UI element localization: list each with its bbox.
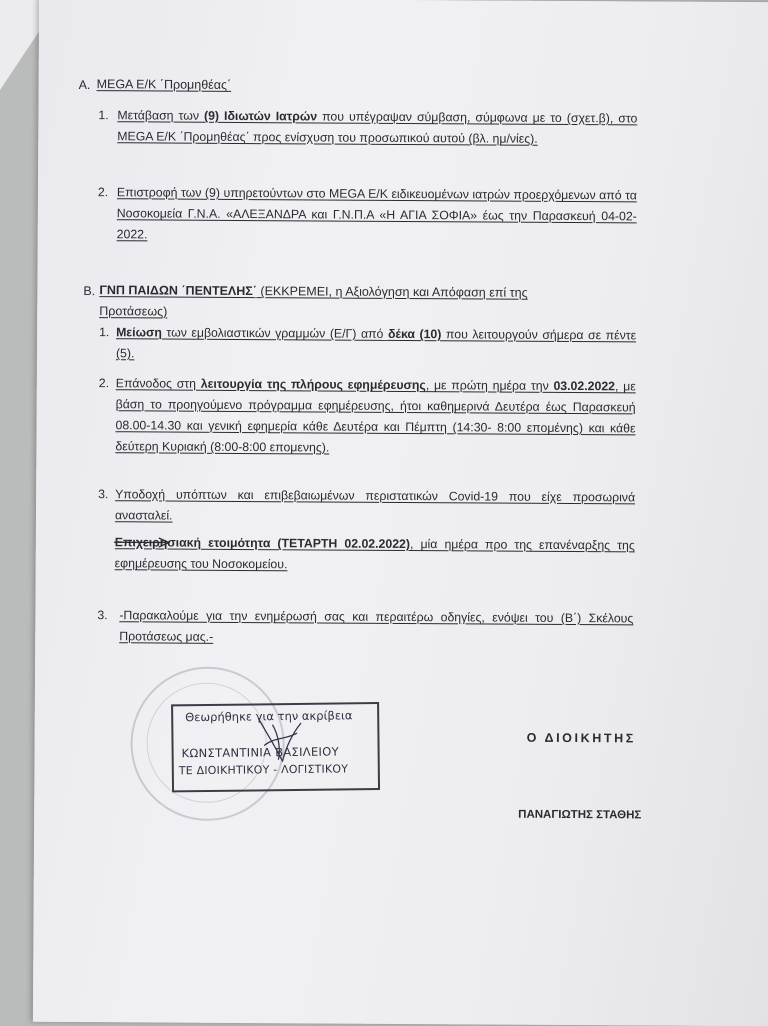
item-text-bold: δέκα (10) [388,327,442,341]
section-a-item-1-number: 1. [98,105,108,126]
item-text-bold: Επιχειρησιακή ετοιμότητα (ΤΕΤΑΡΤΗ 02.02.2022) [115,535,410,551]
director-name: ΠΑΝΑΓΙΩΤΗΣ ΣΤΑΘΗΣ [518,809,641,822]
section-b-letter: B. [83,284,95,298]
closing-number: 3. [97,605,107,626]
item-text-bold: λειτουργία της πλήρους εφημέρευσης [201,377,426,392]
item-text-bold: 03.02.2022 [553,379,615,393]
section-b-item-1-number: 1. [99,322,109,343]
document-page [33,0,768,1026]
item-text: , με βάση το προηγούμενο πρόγραμμα εφημέρευσης, ήτοι καθημερινά Δευτέρα έως Παρασκευή 08.00-14.30 και γενική εφημερία κάθε Δευτέρα και Πέμπτη (14:30- 8:00 επομένης) και κάθε δεύτερη Κυριακή (8:00-8:00 επομενης). [115,379,635,454]
item-text: , με πρώτη ημέρα την [426,378,554,393]
section-b-title-bold: ΓΝΠ ΠΑΙΔΩΝ ΄ΠΕΝΤΕΛΗΣ΄ [99,283,257,298]
section-a-item-2-number: 2. [98,182,108,203]
stamp-certified-text: Θεωρήθηκε για την ακρίβεια [185,708,352,724]
section-a-item-2 [117,182,637,248]
item-text: που λειτουργούν σήμερα σε πέντε (5). [116,327,636,360]
item-text: Επιστροφή των (9) υπηρετούντων στο MEGA E/K ειδικευομένων ιατρών προερχόμενων από τα Νοσοκομεία Γ.Ν.Α. «ΑΛΕΞΑΝΔΡΑ και Γ.Ν.Π.Α «Η ΑΓΙΑ ΣΟΦΙΑ» έως την Παρασκευή 04-02-2022. [117,185,637,241]
item-text: που υπέγραψαν σύμβαση, σύμφωνα με το (σχετ.β), στο MEGA E/K ΄Προμηθέας΄ προς ενίσχυση του προσωπικού αυτού (βλ. ημ/νίες). [117,109,637,145]
section-b-item-3 [115,484,635,529]
section-b-readiness [115,532,635,577]
section-a-letter: A. [79,78,91,92]
stamp-officer-department: ΤΕ ΔΙΟΙΚΗΤΙΚΟΥ - ΛΟΓΙΣΤΙΚΟΥ [179,762,348,777]
director-title: Ο ΔΙΟΙΚΗΤΗΣ [527,731,636,746]
item-text: , μία ημέρα προ της επανέναρξης της εφημέρευσης του Νοσοκομείου. [115,537,635,571]
item-text: Επάνοδος στη [116,376,201,391]
item-text: Μετάβαση των [117,108,204,123]
section-b-title-rest: (ΕΚΚΡΕΜΕΙ, η Αξιολόγηση και Απόφαση επί της Προτάσεως) [99,284,527,318]
section-a-title: MEGA E/K ΄Προμηθέας΄ [97,74,232,96]
section-b-item-3-number: 3. [98,484,108,505]
item-text: Υποδοχή υπόπτων και επιβεβαιωμένων περιστατικών Covid-19 που είχε προσωρινά ανασταλεί. [115,487,635,522]
closing-text: -Παρακαλούμε για την ενημέρωσή σας και περαιτέρω οδηγίες, ενόψει του (Β΄) Σκέλους Προτάσεως μας.- [119,605,633,650]
section-b-item-2-number: 2. [99,373,109,394]
stamp-officer-name: ΚΩΝΣΤΑΝΤΙΝΙΑ ΒΑΣΙΛΕΙΟΥ [182,744,339,760]
item-text-bold: (9) Ιδιωτών Ιατρών [204,109,317,124]
item-text: των εμβολιαστικών γραμμών (Ε/Γ) από [162,326,388,341]
section-b-item-1 [116,322,636,367]
handwritten-signature [252,715,312,765]
section-a-item-1 [117,105,637,150]
section-b-item-2 [115,373,636,460]
section-b-title [99,280,581,325]
item-text-bold: Μείωση [116,325,162,339]
